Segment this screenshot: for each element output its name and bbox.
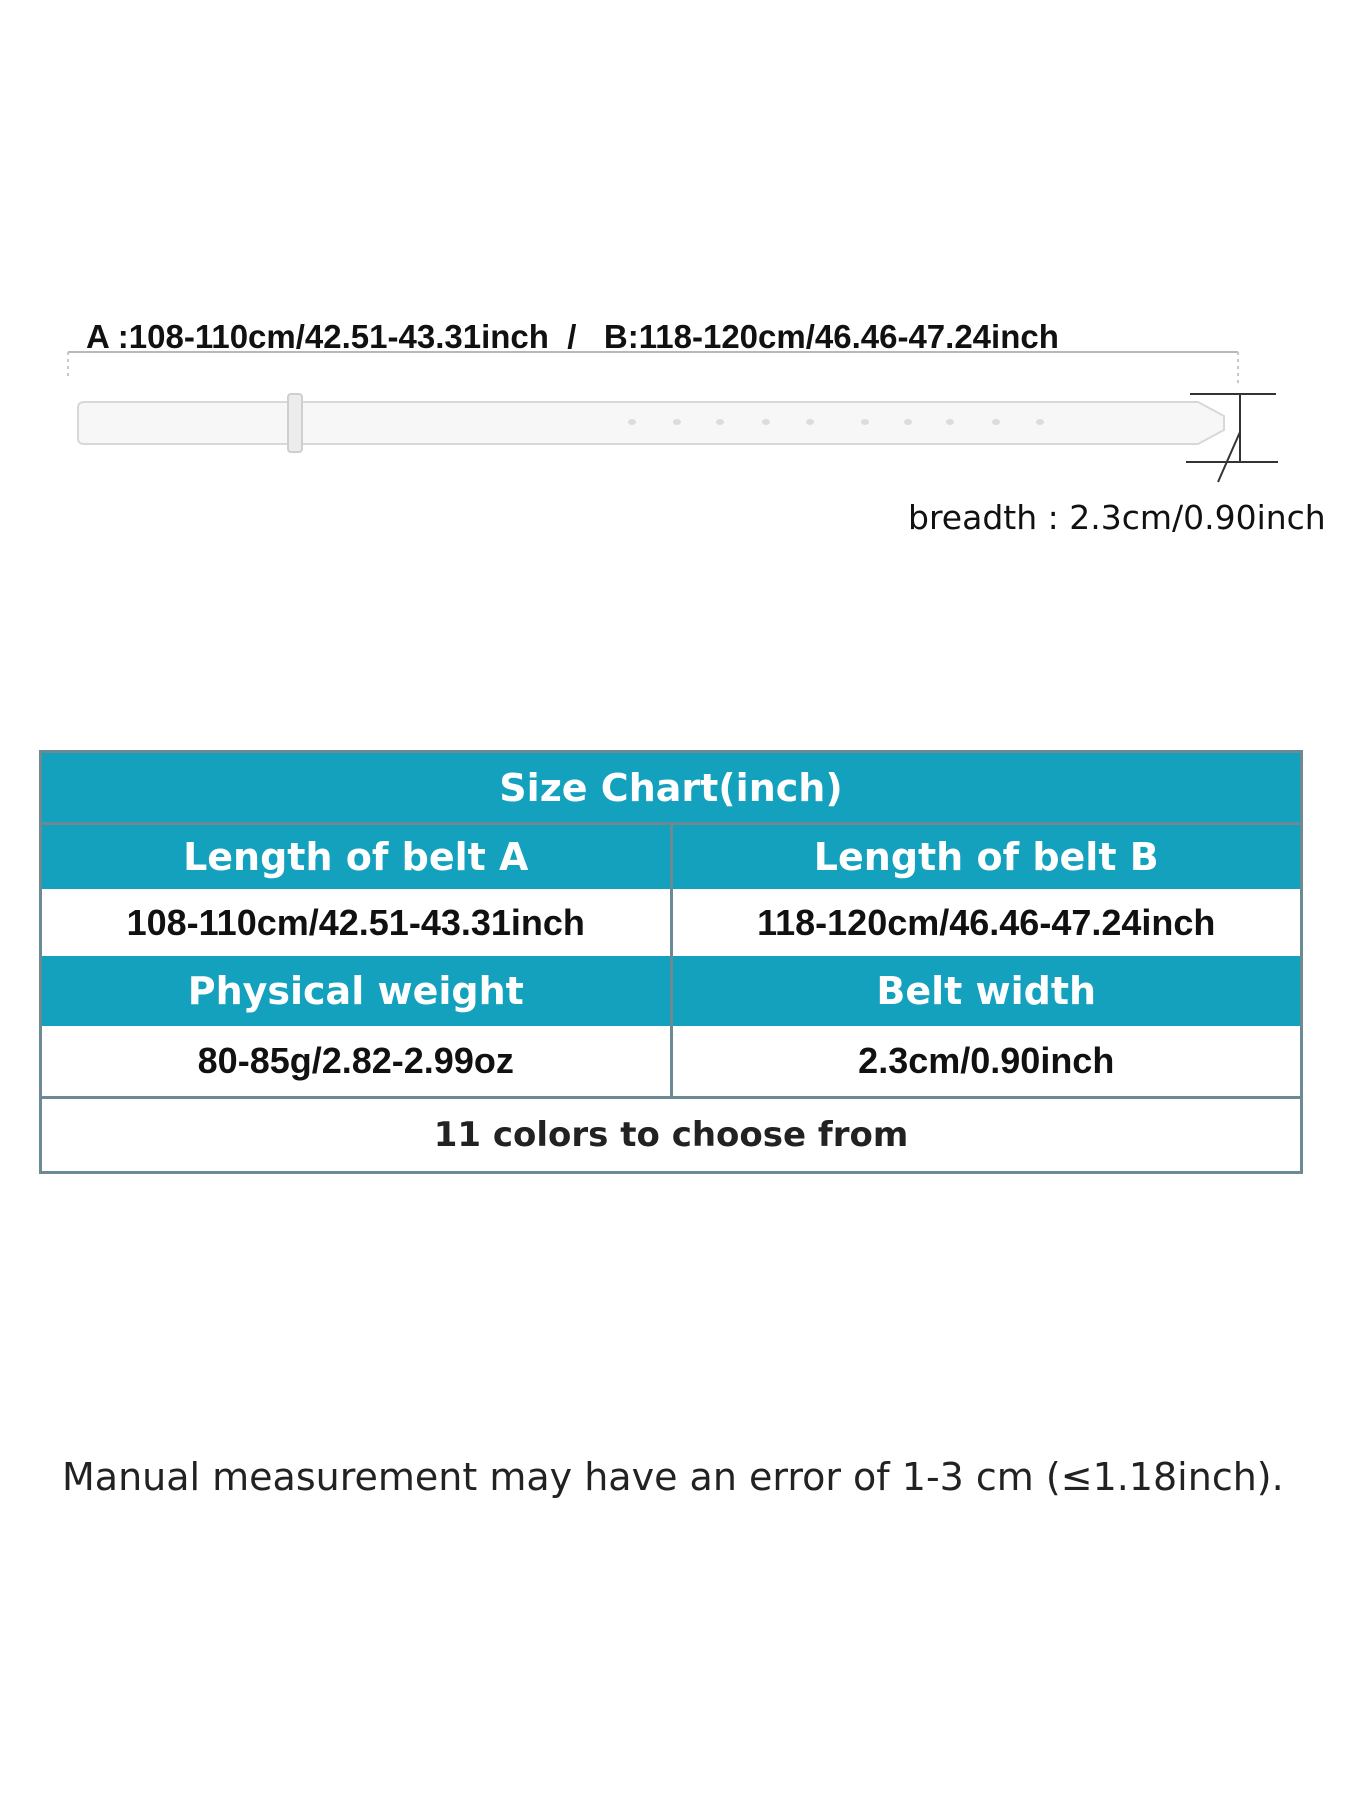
length-belt-b-header: Length of belt B (813, 835, 1159, 879)
colors-note: 11 colors to choose from (433, 1115, 909, 1155)
spec-header-row (42, 956, 1300, 1026)
length-belt-a-value: 108-110cm/42.51-43.31inch (42, 889, 673, 956)
measurement-error-note: Manual measurement may have an error of 1-3 cm (≤1.18inch). (62, 1455, 1284, 1499)
size-chart-table (39, 750, 1303, 1174)
physical-weight-header: Physical weight (42, 956, 673, 1026)
belt-width-value: 2.3cm/0.90inch (858, 1040, 1115, 1081)
length-belt-a-header: Length of belt A (42, 825, 673, 889)
length-header-row (42, 825, 1300, 889)
belt-breadth-label: breadth : 2.3cm/0.90inch (908, 498, 1326, 537)
breadth-leader-line (1218, 432, 1240, 482)
length-belt-b-value: 118-120cm/46.46-47.24inch (757, 901, 1216, 943)
spec-value-row (42, 1026, 1300, 1096)
belt-width-header: Belt width (876, 969, 1097, 1013)
colors-row (42, 1099, 1300, 1171)
size-chart-title-row (42, 753, 1300, 822)
belt-length-label: A :108-110cm/42.51-43.31inch / B:118-120cm/46.46-47.24inch (86, 318, 1059, 355)
physical-weight-value: 80-85g/2.82-2.99oz (42, 1026, 673, 1096)
size-chart-title: Size Chart(inch) (499, 765, 843, 810)
length-value-row (42, 889, 1300, 956)
belt-strap (78, 402, 1224, 444)
belt-loop (288, 394, 302, 452)
